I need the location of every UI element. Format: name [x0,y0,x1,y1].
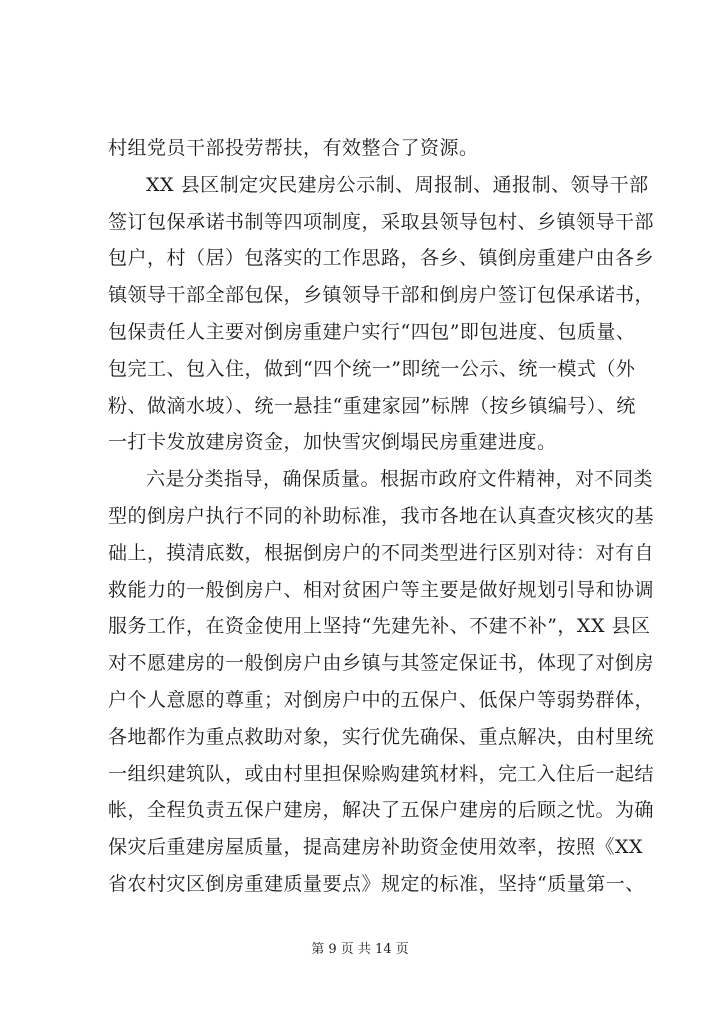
text-line: XX 县区制定灾民建房公示制、周报制、通报制、领导干部 [146,173,649,196]
text-line: 粉、做滴水坡）、统一悬挂“重建家园”标牌（按乡镇编号）、统 [108,394,636,417]
text-line: 保灾后重建房屋质量，提高建房补助资金使用效率，按照《XX [108,836,644,859]
text-line: 签订包保承诺书制等四项制度，采取县领导包村、乡镇领导干部 [108,210,655,233]
text-line: 省农村灾区倒房重建质量要点》规定的标准，坚持“质量第一、 [108,872,645,895]
text-line: 六是分类指导，确保质量。根据市政府文件精神，对不同类 [146,468,654,491]
text-line: 各地都作为重点救助对象，实行优先确保、重点解决，由村里统 [108,725,655,748]
text-line: 镇领导干部全部包保，乡镇领导干部和倒房户签订包保承诺书， [108,284,655,307]
text-line: 村组党员干部投劳帮扶，有效整合了资源。 [108,137,479,159]
body-text [108,130,655,903]
text-line: 包户，村（居）包落实的工作思路，各乡、镇倒房重建户由各乡 [108,247,655,270]
text-line: 对不愿建房的一般倒房户由乡镇与其签定保证书，体现了对倒房 [108,652,655,675]
text-line: 救能力的一般倒房户、相对贫困户等主要是做好规划引导和协调 [108,578,655,601]
text-line: 服务工作，在资金使用上坚持“先建先补、不建不补”，XX 县区 [108,615,651,638]
text-line: 帐，全程负责五保户建房，解决了五保户建房的后顾之忧。为确 [108,799,655,822]
text-line: 一打卡发放建房资金，加快雪灾倒塌民房重建进度。 [108,431,557,454]
text-line: 包保责任人主要对倒房重建户实行“四包”即包进度、包质量、 [108,320,636,343]
text-line: 包完工、包入住，做到“四个统一”即统一公示、统一模式（外 [108,357,636,380]
text-line: 一组织建筑队，或由村里担保赊购建筑材料，完工入住后一起结 [108,762,655,785]
page-number: 第 9 页 共 14 页 [311,942,409,957]
text-line: 础上，摸清底数，根据倒房户的不同类型进行区别对待：对有自 [108,541,655,564]
text-line: 型的倒房户执行不同的补助标准，我市各地在认真查灾核灾的基 [108,504,655,527]
text-line: 户个人意愿的尊重；对倒房户中的五保户、低保户等弱势群体， [108,688,655,711]
